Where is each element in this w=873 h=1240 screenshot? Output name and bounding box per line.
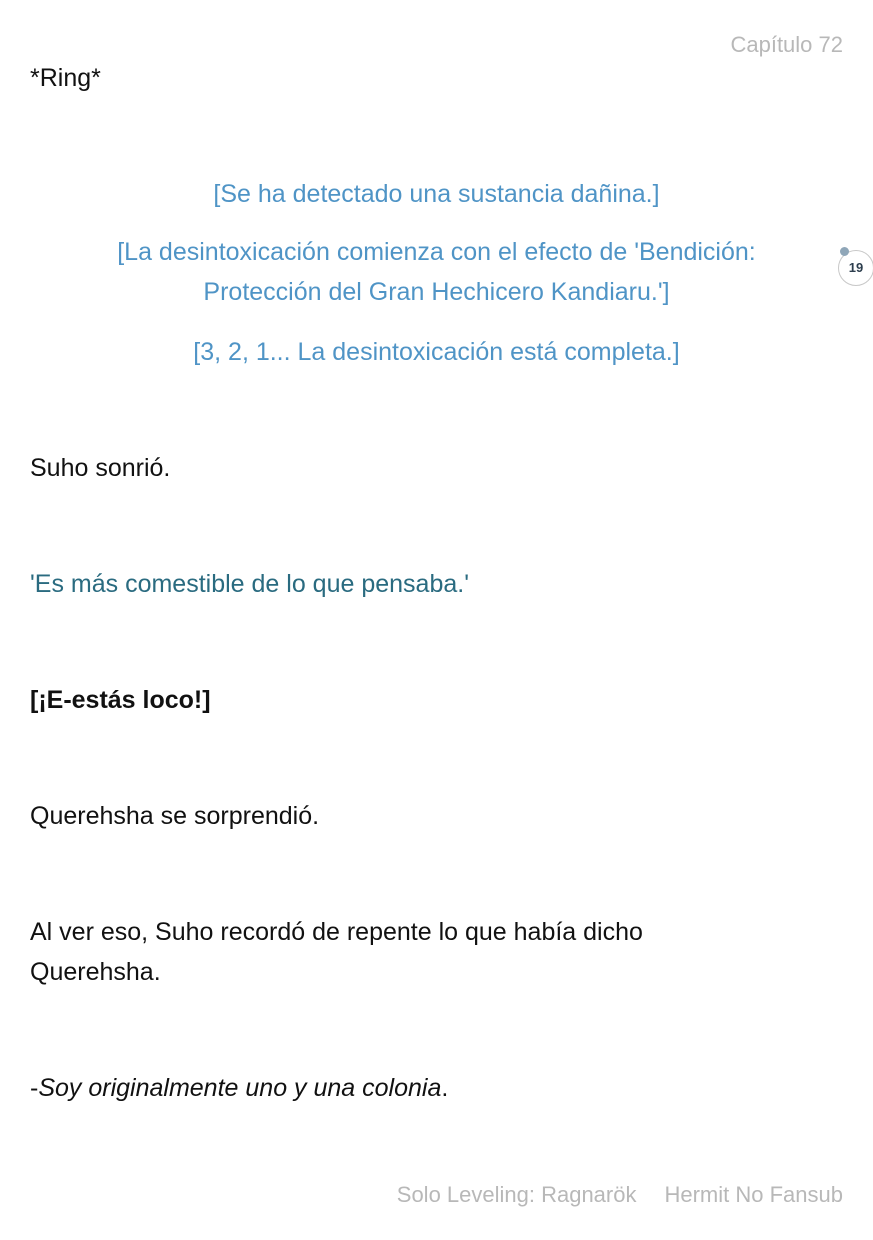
quote-paragraph: [30, 1068, 830, 1108]
narration-paragraph-1: Suho sonrió.: [30, 454, 171, 482]
footer-series-title: Solo Leveling: Ragnarök: [396, 1182, 637, 1207]
narration-paragraph-3: [30, 912, 830, 992]
system-message-2-line-1: [La desintoxicación comienza con el efecto de 'Bendición:: [117, 238, 756, 266]
page-number-marker[interactable]: [838, 250, 873, 286]
narration-paragraph-3-line-1: Al ver eso, Suho recordó de repente lo que había dicho: [30, 918, 643, 946]
system-message-3: [3, 2, 1... La desintoxicación está completa.]: [193, 338, 680, 366]
narration-paragraph-2: Querehsha se sorprendió.: [30, 802, 320, 830]
footer: [397, 1182, 843, 1208]
quote-period: .: [441, 1074, 449, 1102]
chapter-label: Capítulo 72: [730, 32, 843, 57]
quote-italic-text: Soy originalmente uno y una colonia: [38, 1074, 442, 1102]
quote-dash: -: [30, 1074, 39, 1102]
system-message-1: [Se ha detectado una sustancia dañina.]: [213, 180, 660, 208]
thought-text: 'Es más comestible de lo que pensaba.': [30, 570, 469, 598]
narration-paragraph-3-line-2: Querehsha.: [30, 958, 161, 986]
bookmark-dot-icon: [840, 247, 849, 256]
system-message-2: [40, 232, 833, 312]
page-number: 19: [848, 260, 864, 275]
sound-effect-text: *Ring*: [30, 64, 101, 92]
footer-group-name: Hermit No Fansub: [664, 1182, 843, 1207]
system-message-2-line-2: Protección del Gran Hechicero Kandiaru.']: [203, 278, 670, 306]
shout-text: [¡E-estás loco!]: [30, 686, 211, 714]
